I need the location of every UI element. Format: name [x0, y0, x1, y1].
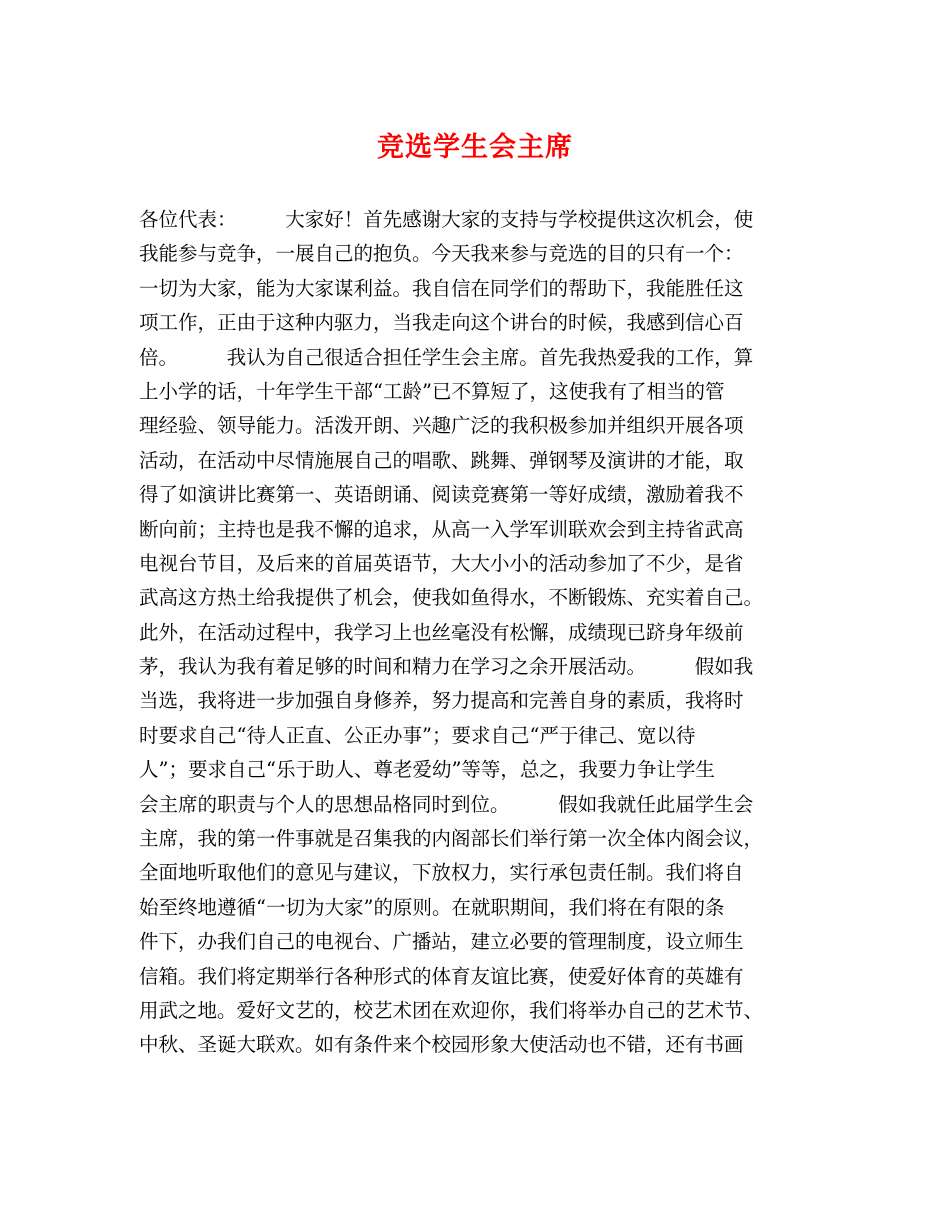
paragraph-line: 用武之地。爱好文艺的，校艺术团在欢迎你，我们将举办自己的艺术节、	[139, 998, 764, 1022]
paragraph-line: 我能参与竞争，一展自己的抱负。今天我来参与竞选的目的只有一个：	[139, 242, 744, 266]
paragraph-line: 全面地听取他们的意见与建议，下放权力，实行承包责任制。我们将自	[139, 861, 744, 885]
document-body	[139, 203, 829, 1063]
paragraph-line: 茅，我认为我有着足够的时间和精力在学习之余开展活动。 假如我	[139, 655, 754, 679]
document-title: 竞选学生会主席	[377, 132, 573, 163]
paragraph-line: 时要求自己“待人正直、公正办事”；要求自己“严于律己、宽以待	[139, 723, 696, 747]
paragraph-line: 倍。 我认为自己很适合担任学生会主席。首先我热爱我的工作，算	[139, 345, 754, 369]
paragraph-line: 理经验、领导能力。活泼开朗、兴趣广泛的我积极参加并组织开展各项	[139, 414, 744, 438]
paragraph-line: 始至终地遵循“一切为大家”的原则。在就职期间，我们将在有限的条	[139, 895, 725, 919]
paragraph-line: 电视台节目，及后来的首届英语节，大大小小的活动参加了不少，是省	[139, 551, 744, 575]
paragraph-line: 一切为大家，能为大家谋利益。我自信在同学们的帮助下，我能胜任这	[139, 276, 744, 300]
paragraph-line: 人”；要求自己“乐于助人、尊老爱幼”等等，总之，我要力争让学生	[139, 758, 715, 782]
paragraph-line: 会主席的职责与个人的思想品格同时到位。 假如我就任此届学生会	[139, 792, 754, 816]
paragraph-line: 项工作，正由于这种内驱力，当我走向这个讲台的时候，我感到信心百	[139, 311, 744, 335]
paragraph-line: 活动，在活动中尽情施展自己的唱歌、跳舞、弹钢琴及演讲的才能，取	[139, 448, 744, 472]
paragraph-line: 件下，办我们自己的电视台、广播站，建立必要的管理制度，设立师生	[139, 930, 744, 954]
paragraph-line: 中秋、圣诞大联欢。如有条件来个校园形象大使活动也不错，还有书画	[139, 1033, 744, 1057]
paragraph-line: 主席，我的第一件事就是召集我的内阁部长们举行第一次全体内阁会议，	[139, 827, 764, 851]
paragraph-line: 断向前；主持也是我不懈的追求，从高一入学军训联欢会到主持省武高	[139, 517, 744, 541]
paragraph-line: 各位代表： 大家好！首先感谢大家的支持与学校提供这次机会，使	[139, 208, 754, 231]
paragraph-line: 当选，我将进一步加强自身修养，努力提高和完善自身的素质，我将时	[139, 689, 744, 713]
paragraph-line: 武高这方热土给我提供了机会，使我如鱼得水，不断锻炼、充实着自己。	[139, 586, 764, 610]
paragraph-line: 得了如演讲比赛第一、英语朗诵、阅读竞赛第一等好成绩，激励着我不	[139, 483, 744, 507]
paragraph-line: 此外，在活动过程中，我学习上也丝毫没有松懈，成绩现已跻身年级前	[139, 620, 744, 644]
paragraph-line: 上小学的话，十年学生干部“工龄”已不算短了，这使我有了相当的管	[139, 379, 725, 403]
paragraph-line: 信箱。我们将定期举行各种形式的体育友谊比赛，使爱好体育的英雄有	[139, 964, 744, 988]
